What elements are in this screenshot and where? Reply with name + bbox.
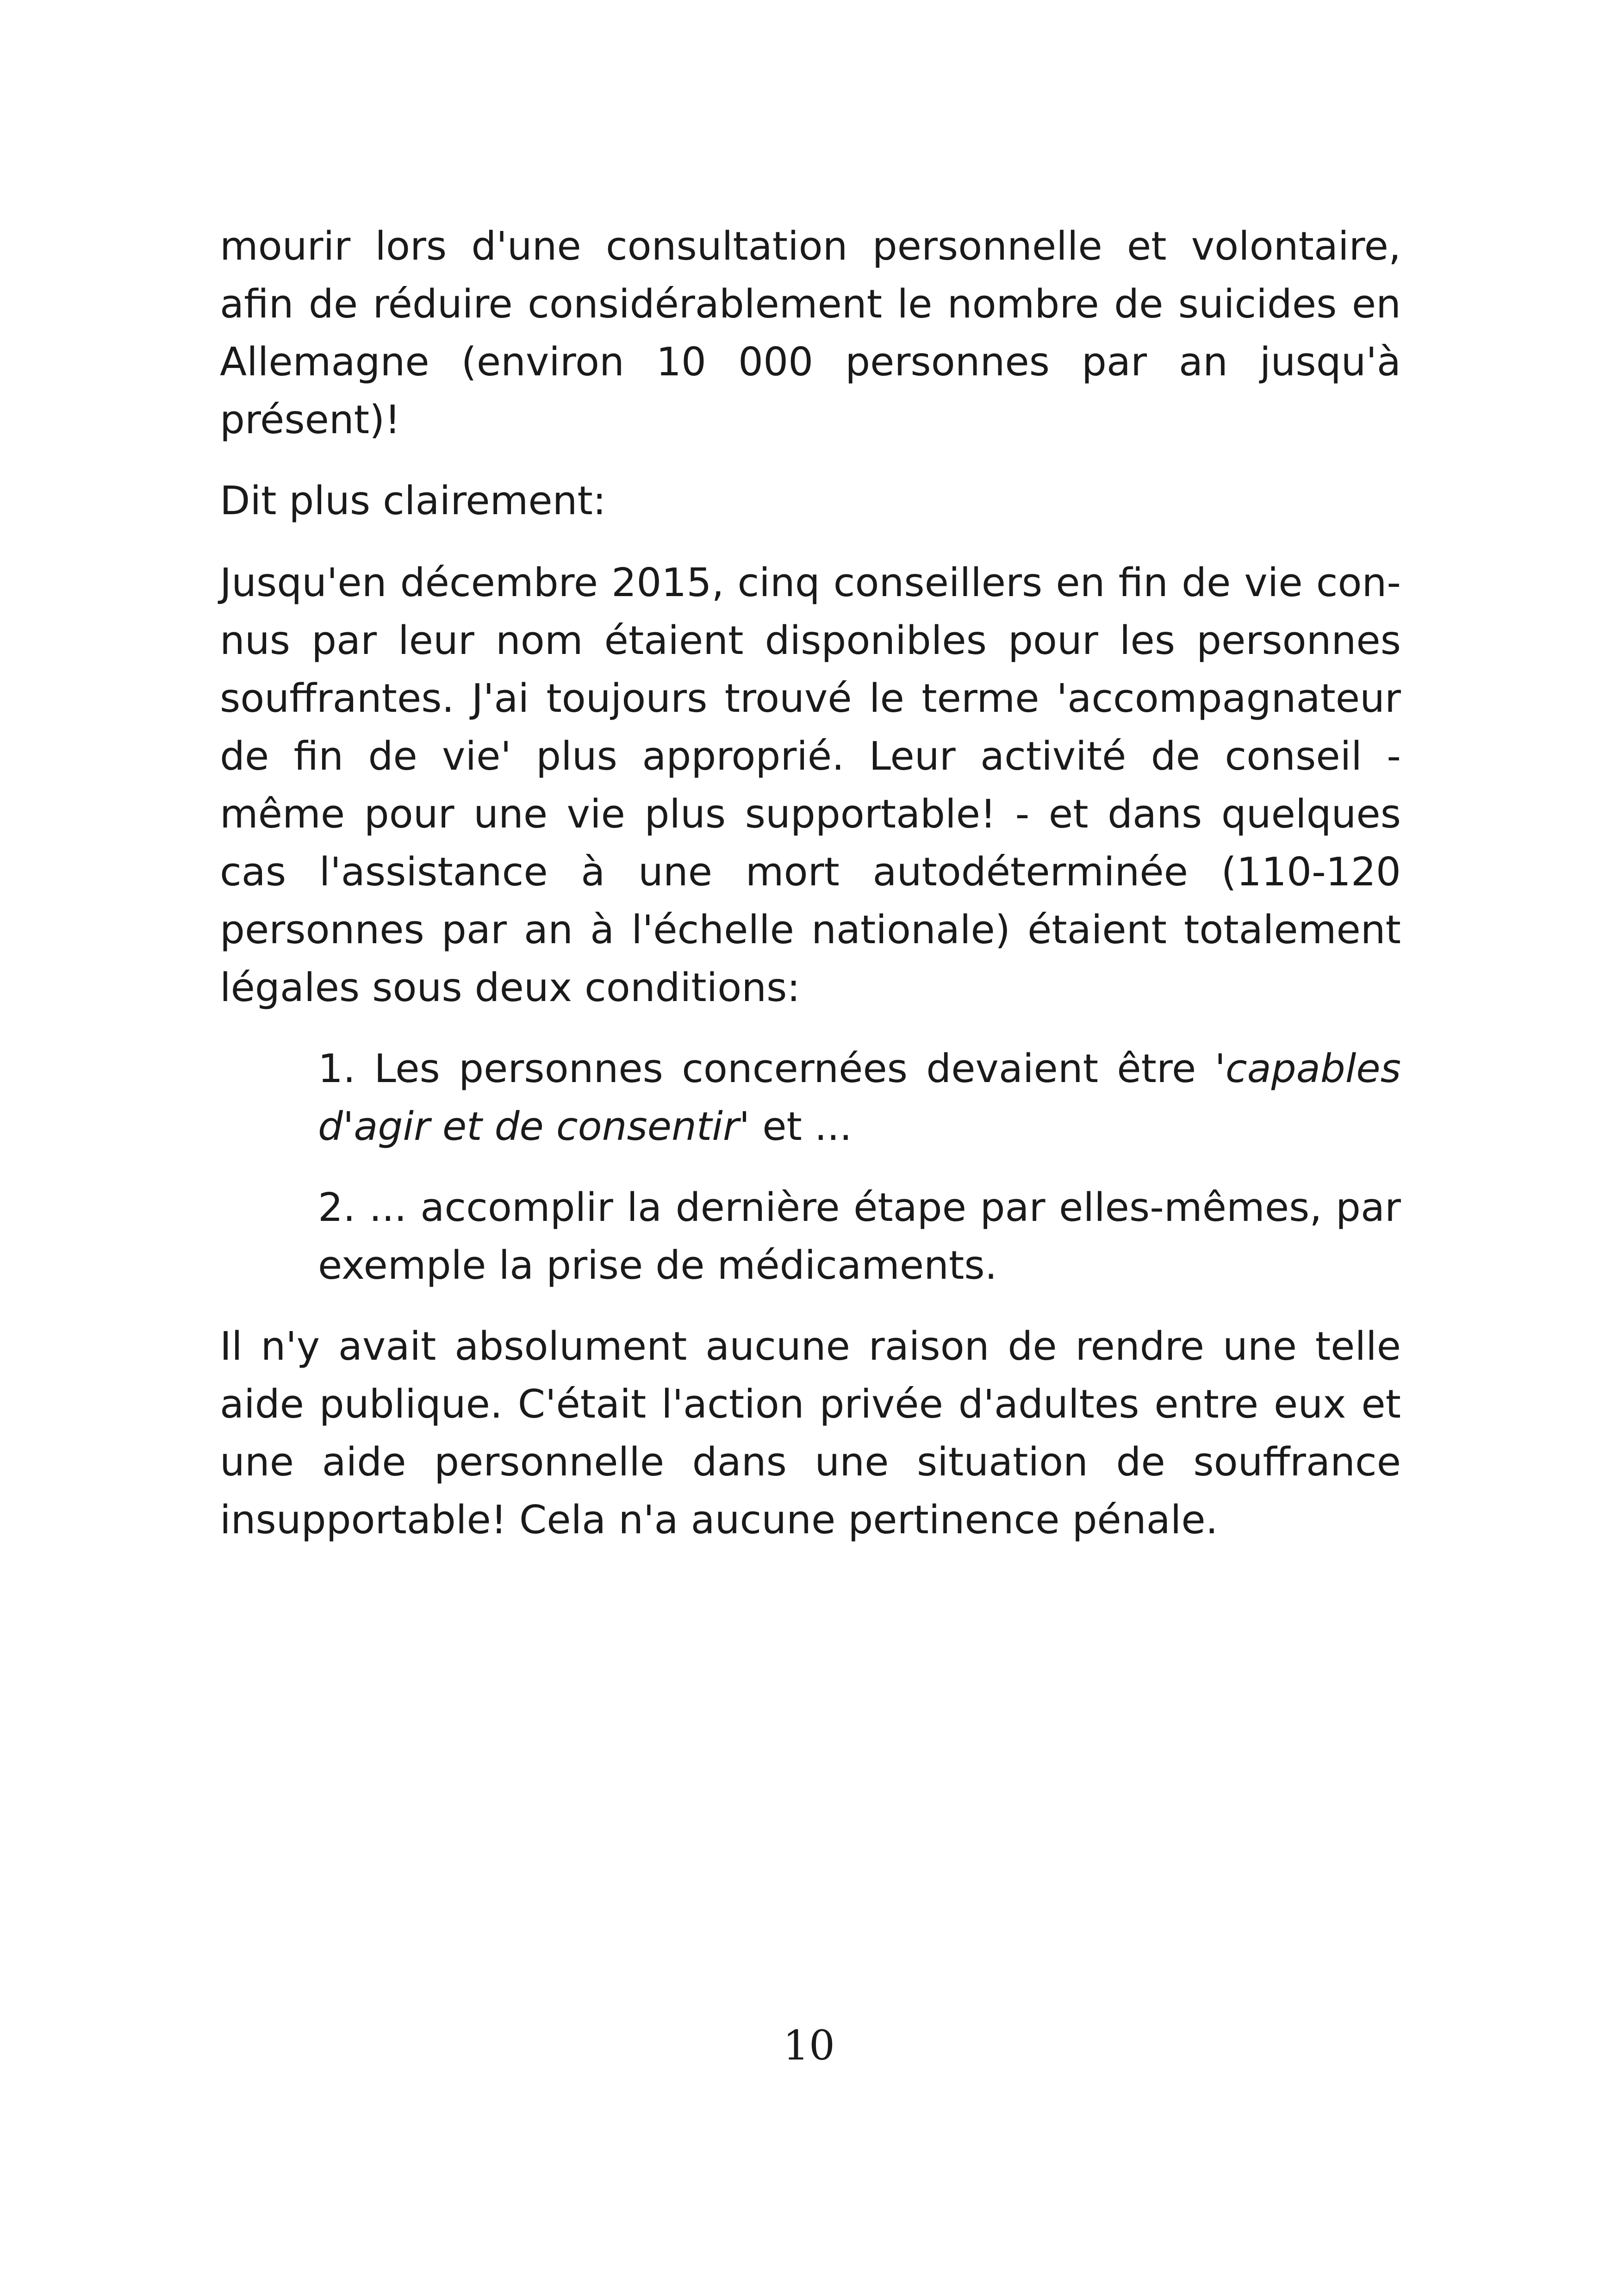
list-item-1-prefix: 1. Les personnes concernées devaient être bbox=[318, 1046, 1215, 1092]
paragraph-2: Dit plus clairement: bbox=[220, 478, 606, 524]
paragraph-3: Jusqu'en décembre 2015, cinq conseillers en fin de vie connus par leur nom étaient disponibles pour les personnes souffrantes. J'ai toujours trouvé le terme 'accompagnateur de fin de vie' plus approprié. Leur activité de conseil - même pour une vie plus supportable! - et dans quelques cas l'assistance à une mort autodéterminée (110-120 personnes par an à l'échelle nationale) étaient totalement légales sous deux conditions: bbox=[220, 560, 1401, 1011]
list-item-1-suffix: et ... bbox=[750, 1104, 852, 1150]
paragraph-1: mourir lors d'une consultation personnelle et volontaire, afin de réduire considérablement le nombre de suicides en Allemagne (environ 10 000 personnes par an jusqu'à présent)! bbox=[220, 224, 1401, 443]
list-item-2: 2. ... accomplir la dernière étape par elles-mêmes, par exemple la prise de médicaments. bbox=[318, 1185, 1401, 1288]
list-item-1 bbox=[318, 1040, 1401, 1156]
body-text bbox=[220, 218, 1401, 1572]
page-number: 10 bbox=[783, 2022, 835, 2069]
list-item-1-italic: 'capables d'agir et de consentir' bbox=[318, 1046, 1401, 1150]
paragraph-4: Il n'y avait absolument aucune raison de rendre une telle aide publique. C'était l'action privée d'adultes entre eux et une aide personnelle dans une situation de souffrance insupportable! Cela n'a aucune pertinence pénale. bbox=[220, 1324, 1401, 1543]
